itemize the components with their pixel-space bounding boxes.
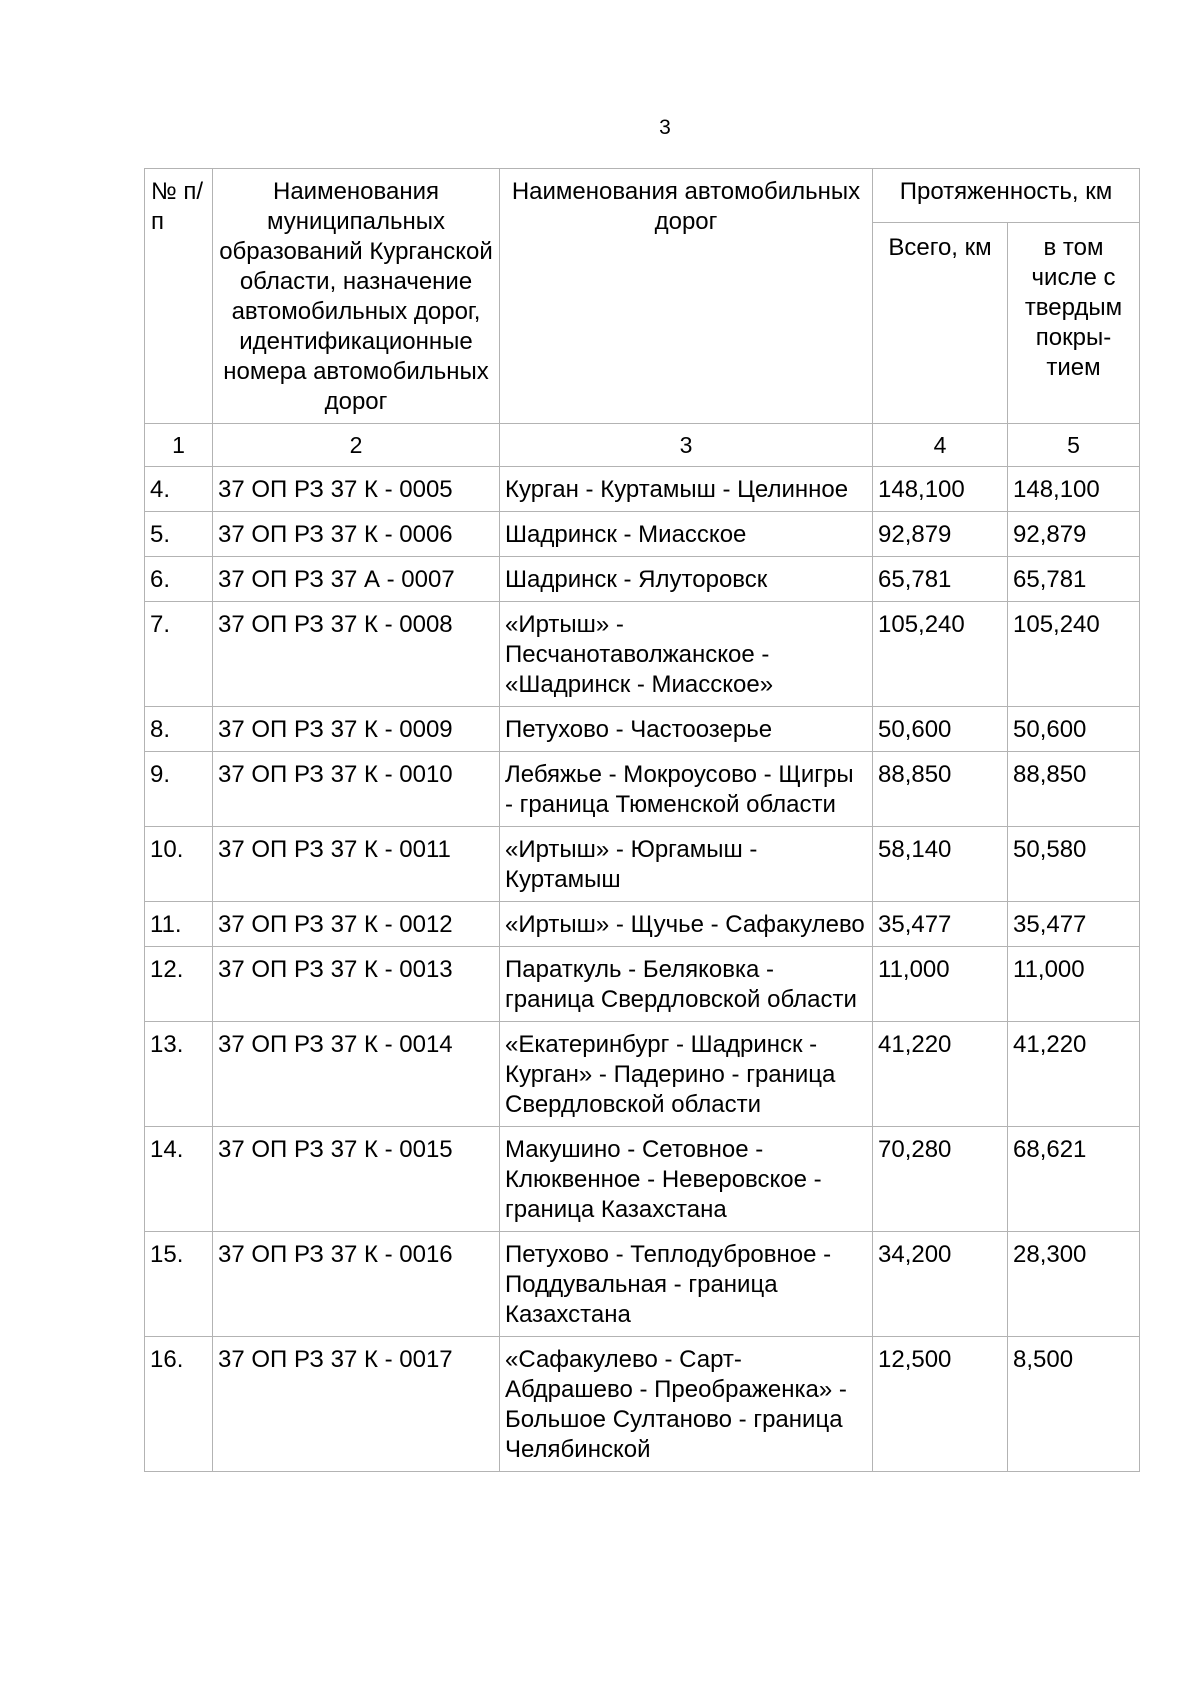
row-length-paved: 8,500 <box>1008 1337 1140 1472</box>
header-road-names: Наименования автомобильных дорог <box>500 169 873 424</box>
row-number: 7. <box>145 602 213 707</box>
header-length-paved: в том числе с твердым покры-тием <box>1008 223 1140 424</box>
table-row <box>145 707 1140 752</box>
table-row <box>145 1232 1140 1337</box>
row-number: 8. <box>145 707 213 752</box>
row-road-name: «Екатеринбург - Шадринск - Курган» - Падерино - граница Свердловской области <box>500 1022 873 1127</box>
table-row <box>145 752 1140 827</box>
row-length-paved: 11,000 <box>1008 947 1140 1022</box>
table-row <box>145 557 1140 602</box>
row-road-id: 37 ОП РЗ 37 К - 0008 <box>213 602 500 707</box>
row-road-name: Макушино - Сетовное - Клюквенное - Неверовское - граница Казахстана <box>500 1127 873 1232</box>
row-road-id: 37 ОП РЗ 37 К - 0009 <box>213 707 500 752</box>
row-road-name: Петухово - Частоозерье <box>500 707 873 752</box>
row-road-name: «Иртыш» - Щучье - Сафакулево <box>500 902 873 947</box>
column-index-row <box>145 424 1140 467</box>
row-number: 10. <box>145 827 213 902</box>
row-length-total: 41,220 <box>873 1022 1008 1127</box>
column-index: 1 <box>145 424 213 467</box>
table-header <box>145 169 1140 467</box>
row-number: 14. <box>145 1127 213 1232</box>
row-length-paved: 88,850 <box>1008 752 1140 827</box>
row-length-total: 58,140 <box>873 827 1008 902</box>
row-road-name: Шадринск - Ялуторовск <box>500 557 873 602</box>
row-road-name: «Иртыш» - Юргамыш - Куртамыш <box>500 827 873 902</box>
row-number: 6. <box>145 557 213 602</box>
row-length-total: 50,600 <box>873 707 1008 752</box>
row-road-id: 37 ОП РЗ 37 А - 0007 <box>213 557 500 602</box>
row-number: 11. <box>145 902 213 947</box>
row-road-id: 37 ОП РЗ 37 К - 0013 <box>213 947 500 1022</box>
row-number: 13. <box>145 1022 213 1127</box>
row-length-total: 70,280 <box>873 1127 1008 1232</box>
row-road-name: «Иртыш» - Песчанотаволжанское - «Шадринск - Миасское» <box>500 602 873 707</box>
row-length-paved: 68,621 <box>1008 1127 1140 1232</box>
table-body <box>145 467 1140 1472</box>
row-length-paved: 50,600 <box>1008 707 1140 752</box>
table-row <box>145 827 1140 902</box>
row-road-id: 37 ОП РЗ 37 К - 0010 <box>213 752 500 827</box>
row-number: 15. <box>145 1232 213 1337</box>
page-number: 3 <box>659 116 671 139</box>
row-length-paved: 50,580 <box>1008 827 1140 902</box>
header-municipal: Наименования муниципальных образований Курганской области, назначение автомобильных дорог, идентификационные номера автомобильных дорог <box>213 169 500 424</box>
table-row <box>145 1337 1140 1472</box>
row-length-paved: 148,100 <box>1008 467 1140 512</box>
row-road-id: 37 ОП РЗ 37 К - 0016 <box>213 1232 500 1337</box>
row-road-name: Курган - Куртамыш - Целинное <box>500 467 873 512</box>
row-road-id: 37 ОП РЗ 37 К - 0015 <box>213 1127 500 1232</box>
row-road-id: 37 ОП РЗ 37 К - 0014 <box>213 1022 500 1127</box>
row-length-total: 92,879 <box>873 512 1008 557</box>
table-row <box>145 1022 1140 1127</box>
row-length-total: 105,240 <box>873 602 1008 707</box>
roads-table <box>144 168 1140 1472</box>
row-road-name: Параткуль - Беляковка - граница Свердловской области <box>500 947 873 1022</box>
row-length-paved: 41,220 <box>1008 1022 1140 1127</box>
column-index: 2 <box>213 424 500 467</box>
row-road-id: 37 ОП РЗ 37 К - 0012 <box>213 902 500 947</box>
row-road-name: Шадринск - Миасское <box>500 512 873 557</box>
row-number: 5. <box>145 512 213 557</box>
row-length-paved: 35,477 <box>1008 902 1140 947</box>
row-number: 16. <box>145 1337 213 1472</box>
row-number: 12. <box>145 947 213 1022</box>
row-road-name: Петухово - Теплодубровное - Поддувальная - граница Казахстана <box>500 1232 873 1337</box>
row-length-paved: 105,240 <box>1008 602 1140 707</box>
row-road-id: 37 ОП РЗ 37 К - 0006 <box>213 512 500 557</box>
row-road-id: 37 ОП РЗ 37 К - 0017 <box>213 1337 500 1472</box>
column-index: 5 <box>1008 424 1140 467</box>
table-row <box>145 947 1140 1022</box>
row-length-paved: 65,781 <box>1008 557 1140 602</box>
row-length-paved: 28,300 <box>1008 1232 1140 1337</box>
row-number: 9. <box>145 752 213 827</box>
table-row <box>145 1127 1140 1232</box>
row-length-total: 88,850 <box>873 752 1008 827</box>
row-number: 4. <box>145 467 213 512</box>
row-length-total: 65,781 <box>873 557 1008 602</box>
header-length-total: Всего, км <box>873 223 1008 424</box>
header-number: № п/п <box>145 169 213 424</box>
table-row <box>145 602 1140 707</box>
row-length-total: 34,200 <box>873 1232 1008 1337</box>
row-length-total: 148,100 <box>873 467 1008 512</box>
column-index: 3 <box>500 424 873 467</box>
row-length-total: 35,477 <box>873 902 1008 947</box>
table-row <box>145 512 1140 557</box>
row-length-paved: 92,879 <box>1008 512 1140 557</box>
row-length-total: 12,500 <box>873 1337 1008 1472</box>
row-road-name: Лебяжье - Мокроусово - Щигры - граница Тюменской области <box>500 752 873 827</box>
row-road-id: 37 ОП РЗ 37 К - 0011 <box>213 827 500 902</box>
header-length-group: Протяженность, км <box>873 169 1140 223</box>
row-road-id: 37 ОП РЗ 37 К - 0005 <box>213 467 500 512</box>
table-row <box>145 902 1140 947</box>
column-index: 4 <box>873 424 1008 467</box>
row-length-total: 11,000 <box>873 947 1008 1022</box>
row-road-name: «Сафакулево - Сарт-Абдрашево - Преображенка» - Большое Султаново - граница Челябинской <box>500 1337 873 1472</box>
table-row <box>145 467 1140 512</box>
